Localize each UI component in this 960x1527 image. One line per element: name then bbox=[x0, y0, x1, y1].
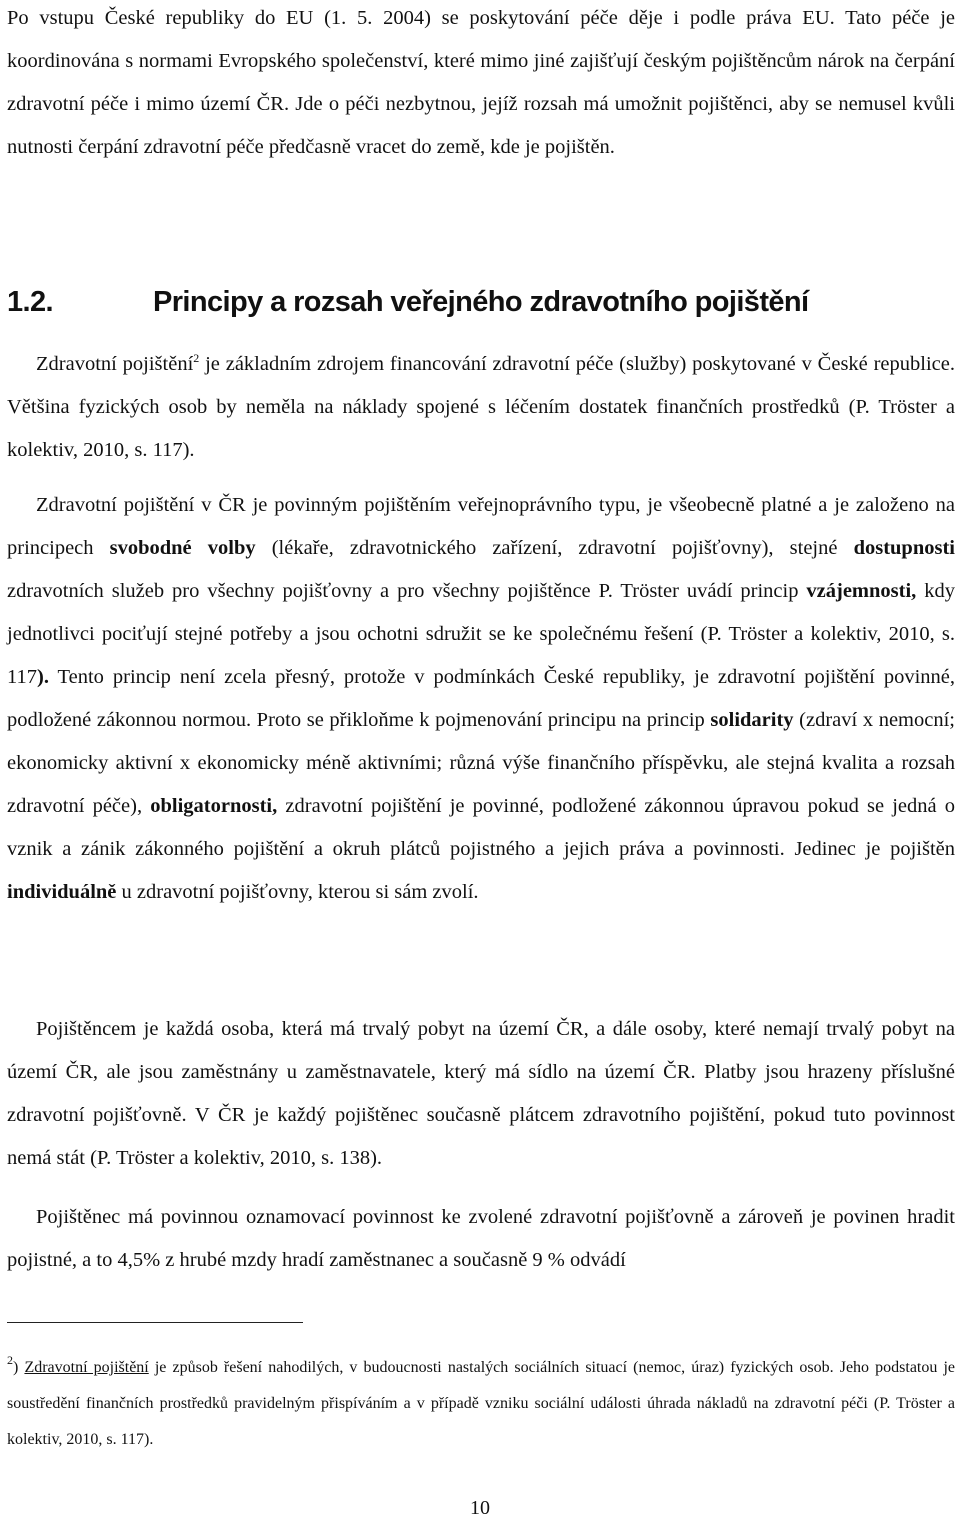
footnote-term: Zdravotní pojištění bbox=[24, 1359, 149, 1376]
text-run: (zdraví x nemocní; ekonomicky aktivní x ekonomicky méně aktivními; různá výše finančního příspěvku, ale stejná kvalita a rozsah zdravotní péče), bbox=[7, 709, 955, 817]
footnote-separator bbox=[7, 1322, 303, 1323]
bold-term-obligatoriness: obligatornosti, bbox=[150, 795, 278, 817]
text-run: kdy jednotlivci pociťují stejné potřeby a jsou ochotni sdružit se ke společnému řešení (P. Tröster a kolektiv, 2010, s. 117 bbox=[7, 580, 956, 688]
footnote-marker: 2 bbox=[7, 1353, 13, 1367]
paragraph-eu-coordination: Po vstupu České republiky do EU (1. 5. 2004) se poskytování péče děje i podle práva EU. Tato péče je koordinována s normami Evropského společenství, které mimo jiné zajišťují českým pojištěncům nárok na čerpání zdravotní péče i mimo území ČR. Jde o péči nezbytnou, jejíž rozsah má umožnit pojištěnci, aby se nemusel kvůli nutnosti čerpání zdravotní péče předčasně vracet do země, kde je pojištěn. bbox=[7, 7, 955, 158]
text-run: je základním zdrojem financování zdravotní péče (služby) poskytované v České republice. Většina fyzických osob by neměla na náklady spojené s léčením dostatek finančních prostředků (P. Tröster a kolektiv, 2010, s. 117). bbox=[7, 353, 955, 461]
text-run: zdravotní pojištění je povinné, podložené zákonnou úpravou pokud se jedná o vznik a zánik zákonného pojištění a okruh plátců pojistného a jejich práva a povinnosti. Jedinec je pojištěn bbox=[7, 795, 956, 860]
text-run: Zdravotní pojištění v ČR je povinným pojištěním veřejnoprávního typu, je všeobecně platné a je založeno na principech bbox=[7, 494, 955, 559]
bold-term-mutuality: vzájemnosti, bbox=[806, 580, 917, 602]
text-run: u zdravotní pojišťovny, kterou si sám zvolí. bbox=[116, 881, 479, 903]
text-run: Zdravotní pojištění bbox=[36, 353, 194, 375]
footnote-paren: ) bbox=[13, 1359, 19, 1376]
section-title: Principy a rozsah veřejného zdravotního pojištění bbox=[153, 286, 809, 318]
paragraph-obligations: Pojištěnec má povinnou oznamovací povinnost ke zvolené zdravotní pojišťovně a zároveň je povinen hradit pojistné, a to 4,5% z hrubé mzdy hradí zaměstnanec a současně 9 % odvádí bbox=[7, 1206, 955, 1271]
text-run: Tento princip není zcela přesný, protože v podmínkách České republiky, je zdravotní pojištění povinné, podložené zákonnou normou. Proto se přikloňme k pojmenování principu na princip bbox=[7, 666, 955, 731]
bold-term-solidarity: solidarity bbox=[710, 709, 794, 731]
text-run: zdravotních služeb pro všechny pojišťovny a pro všechny pojištěnce P. Tröster uvádí princip bbox=[7, 580, 807, 602]
paragraph-health-insurance-intro bbox=[7, 343, 955, 472]
section-number: 1.2. bbox=[7, 286, 53, 318]
section-heading bbox=[7, 278, 955, 326]
bold-punctuation: ). bbox=[37, 666, 49, 688]
text-run: (lékaře, zdravotnického zařízení, zdravotní pojišťovny), stejné bbox=[255, 537, 854, 559]
footnote-reference[interactable]: 2 bbox=[193, 351, 200, 365]
footnote-text: je způsob řešení nahodilých, v budoucnosti nastalých sociálních situací (nemoc, úraz) fyzických osob. Jeho podstatou je soustředění finančních prostředků pravidelným přispíváním a v případě vzniku sociální události úhrada nákladů na zdravotní péči (P. Tröster a kolektiv, 2010, s. 117). bbox=[7, 1359, 956, 1448]
bold-term-individually: individuálně bbox=[7, 881, 117, 903]
footnote bbox=[7, 1350, 955, 1458]
bold-term-free-choice: svobodné volby bbox=[109, 537, 256, 559]
paragraph-insured-persons: Pojištěncem je každá osoba, která má trvalý pobyt na území ČR, a dále osoby, které nemají trvalý pobyt na území ČR, ale jsou zaměstnány u zaměstnavatele, který má sídlo na území ČR. Platby jsou hrazeny příslušné zdravotní pojišťovně. V ČR je každý pojištěnec současně plátcem zdravotního pojištění, pokud tuto povinnost nemá stát (P. Tröster a kolektiv, 2010, s. 138). bbox=[7, 1018, 955, 1169]
page-number: 10 bbox=[470, 1497, 490, 1519]
paragraph-principles bbox=[7, 484, 955, 914]
bold-term-accessibility: dostupnosti bbox=[853, 537, 955, 559]
